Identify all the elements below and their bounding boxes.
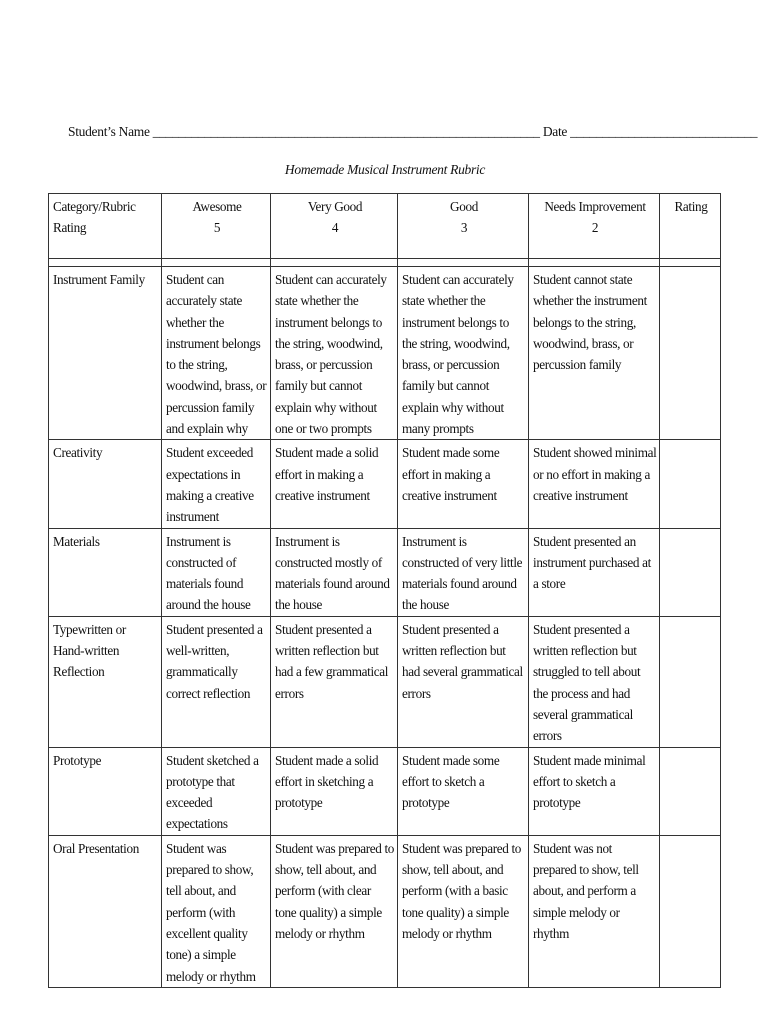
- good-cell: Student was prepared to show, tell about, and perform (with a basic tone quality) a simple melody or rhythm: [398, 835, 529, 987]
- column-header-good: [398, 194, 529, 259]
- spacer-cell: [271, 259, 398, 267]
- table-row-reflection: [49, 616, 721, 747]
- column-header-very-good: [271, 194, 398, 259]
- needs-improvement-cell: Student cannot state whether the instrument belongs to the string, woodwind, brass, or percussion family: [529, 267, 660, 440]
- good-cell: Student presented a written reflection but had several grammatical errors: [398, 616, 529, 747]
- table-row-instrument-family: [49, 267, 721, 440]
- spacer-cell: [49, 259, 162, 267]
- column-header-label: Category/Rubric Rating: [53, 199, 136, 236]
- rating-cell[interactable]: [660, 440, 721, 528]
- needs-improvement-cell: Student presented a written reflection but struggled to tell about the process and had several grammatical errors: [529, 616, 660, 747]
- spacer-cell: [660, 259, 721, 267]
- header-row: [49, 194, 721, 259]
- very-good-cell: Student was prepared to show, tell about, and perform (with clear tone quality) a simple melody or rhythm: [271, 835, 398, 987]
- category-cell: Prototype: [49, 747, 162, 835]
- needs-improvement-cell: Student showed minimal or no effort in making a creative instrument: [529, 440, 660, 528]
- category-cell: Typewritten or Hand-written Reflection: [49, 616, 162, 747]
- very-good-cell: Student presented a written reflection but had a few grammatical errors: [271, 616, 398, 747]
- awesome-cell: Instrument is constructed of materials found around the house: [162, 528, 271, 616]
- student-name-date-line: Student’s Name ____________________________________________________________ Date _____________________________: [68, 124, 758, 139]
- column-header-score: 2: [591, 220, 599, 236]
- rubric-table: [48, 193, 721, 988]
- column-header-needs-improvement: [529, 194, 660, 259]
- good-cell: Student made some effort to sketch a prototype: [398, 747, 529, 835]
- spacer-cell: [162, 259, 271, 267]
- column-header-score: 5: [213, 220, 221, 236]
- column-header-label: Rating: [674, 199, 708, 214]
- spacer-cell: [398, 259, 529, 267]
- awesome-cell: Student presented a well-written, grammatically correct reflection: [162, 616, 271, 747]
- table-row-oral-presentation: [49, 835, 721, 987]
- needs-improvement-cell: Student presented an instrument purchased at a store: [529, 528, 660, 616]
- column-header-label: Very Good: [307, 199, 363, 214]
- column-header-score: 3: [460, 220, 468, 236]
- header-spacer: [49, 259, 721, 267]
- needs-improvement-cell: Student was not prepared to show, tell about, and perform a simple melody or rhythm: [529, 835, 660, 987]
- awesome-cell: Student exceeded expectations in making a creative instrument: [162, 440, 271, 528]
- rating-cell[interactable]: [660, 528, 721, 616]
- table-row-creativity: [49, 440, 721, 528]
- awesome-cell: Student was prepared to show, tell about, and perform (with excellent quality tone) a simple melody or rhythm: [162, 835, 271, 987]
- good-cell: Student can accurately state whether the instrument belongs to the string, woodwind, brass, or percussion family but cannot explain why without many prompts: [398, 267, 529, 440]
- very-good-cell: Student can accurately state whether the instrument belongs to the string, woodwind, brass, or percussion family but cannot explain why without one or two prompts: [271, 267, 398, 440]
- rating-cell[interactable]: [660, 747, 721, 835]
- awesome-cell: Student can accurately state whether the instrument belongs to the string, woodwind, brass, or percussion family and explain why: [162, 267, 271, 440]
- column-header-label: Good: [450, 199, 478, 214]
- category-cell: Materials: [49, 528, 162, 616]
- column-header-awesome: [162, 194, 271, 259]
- spacer-cell: [529, 259, 660, 267]
- category-cell: Oral Presentation: [49, 835, 162, 987]
- very-good-cell: Student made a solid effort in sketching a prototype: [271, 747, 398, 835]
- column-header-rating: [660, 194, 721, 259]
- good-cell: Student made some effort in making a creative instrument: [398, 440, 529, 528]
- needs-improvement-cell: Student made minimal effort to sketch a prototype: [529, 747, 660, 835]
- column-header-label: Awesome: [192, 199, 242, 214]
- good-cell: Instrument is constructed of very little materials found around the house: [398, 528, 529, 616]
- table-row-prototype: [49, 747, 721, 835]
- awesome-cell: Student sketched a prototype that exceeded expectations: [162, 747, 271, 835]
- category-cell: Instrument Family: [49, 267, 162, 440]
- column-header-score: 4: [331, 220, 339, 236]
- column-header-category: [49, 194, 162, 259]
- table-row-materials: [49, 528, 721, 616]
- column-header-label: Needs Improvement: [544, 199, 646, 214]
- rating-cell[interactable]: [660, 267, 721, 440]
- very-good-cell: Instrument is constructed mostly of materials found around the house: [271, 528, 398, 616]
- page-title: Homemade Musical Instrument Rubric: [284, 162, 486, 177]
- category-cell: Creativity: [49, 440, 162, 528]
- rating-cell[interactable]: [660, 616, 721, 747]
- rating-cell[interactable]: [660, 835, 721, 987]
- very-good-cell: Student made a solid effort in making a creative instrument: [271, 440, 398, 528]
